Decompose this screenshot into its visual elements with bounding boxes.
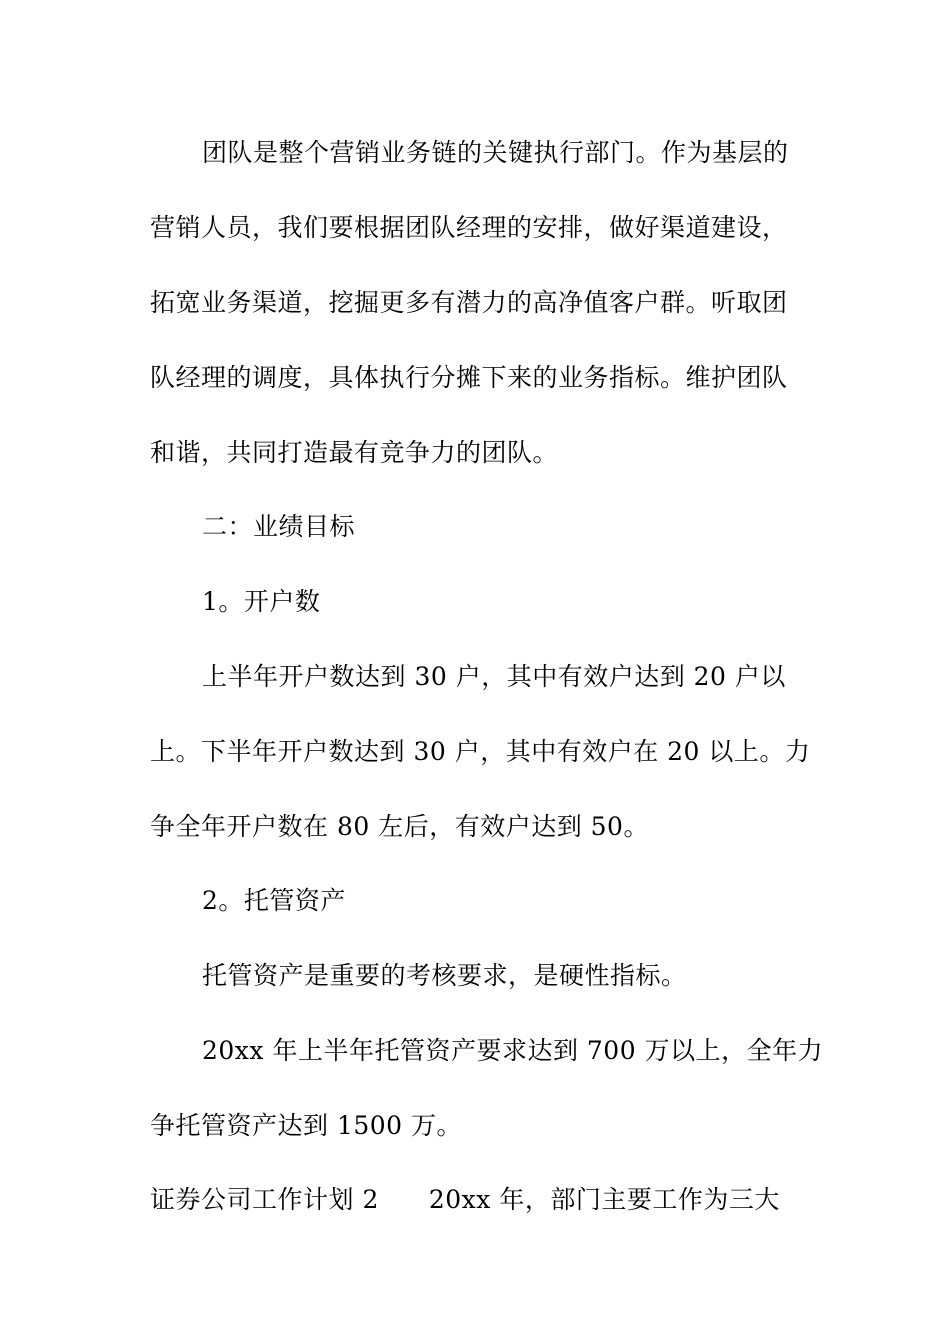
paragraph-line: 队经理的调度，具体执行分摊下来的业务指标。维护团队 — [150, 363, 788, 392]
paragraph-line: 上。下半年开户数达到 30 户，其中有效户在 20 以上。力 — [150, 737, 811, 766]
paragraph-line: 拓宽业务渠道，挖掘更多有潜力的高净值客户群。听取团 — [150, 288, 788, 317]
paragraph-line: 20xx 年上半年托管资产要求达到 700 万以上，全年力 — [202, 1036, 824, 1065]
paragraph-line: 营销人员，我们要根据团队经理的安排，做好渠道建设， — [150, 213, 788, 242]
section-intro: 20xx 年，部门主要工作为三大 — [428, 1185, 780, 1214]
paragraph-line: 上半年开户数达到 30 户，其中有效户达到 20 户以 — [202, 662, 786, 691]
paragraph-line: 托管资产是重要的考核要求，是硬性指标。 — [202, 961, 687, 990]
section-title: 证券公司工作计划 2 — [150, 1185, 379, 1214]
subheading-assets: 2。托管资产 — [202, 886, 346, 915]
paragraph-line: 争全年开户数在 80 左后，有效户达到 50。 — [150, 812, 649, 841]
section-heading-targets: 二：业绩目标 — [202, 512, 356, 541]
paragraph-line: 团队是整个营销业务链的关键执行部门。作为基层的 — [202, 138, 789, 167]
paragraph-line: 争托管资产达到 1500 万。 — [150, 1111, 463, 1140]
section-title-line — [150, 1185, 780, 1215]
paragraph-line: 和谐，共同打造最有竞争力的团队。 — [150, 438, 559, 467]
subheading-accounts: 1。开户数 — [202, 587, 321, 616]
